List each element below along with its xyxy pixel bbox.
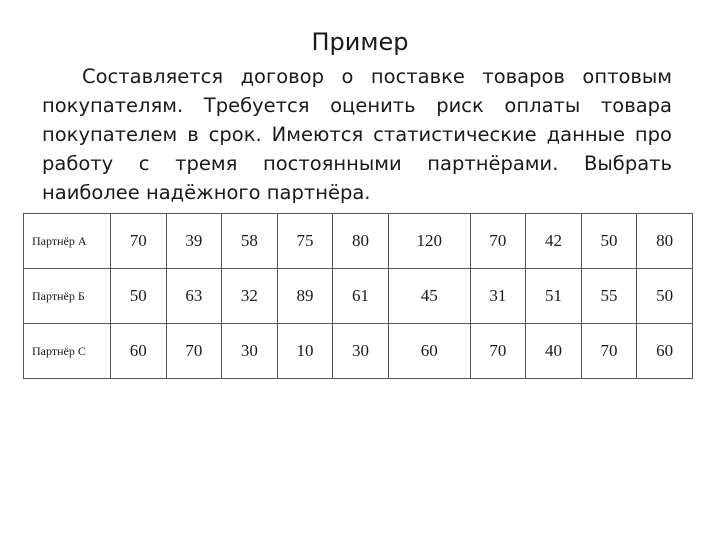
- partners-table: [23, 213, 693, 379]
- table-cell: 60: [637, 324, 693, 379]
- table-cell: 39: [166, 214, 222, 269]
- row-label: Партнёр С: [24, 324, 111, 379]
- table-cell: 120: [388, 214, 470, 269]
- table-cell: 70: [470, 324, 526, 379]
- task-description: Составляется договор о поставке товаров оптовым покупателям. Требуется оценить риск оплаты товара покупателем в срок. Имеются статистические данные про работу с тремя постоянными партнёрами. Выбрать наиболее надёжного партнёра.: [42, 65, 672, 204]
- table-cell: 50: [111, 269, 167, 324]
- table-cell: 80: [333, 214, 389, 269]
- table-cell: 30: [333, 324, 389, 379]
- table-cell: 70: [166, 324, 222, 379]
- table-cell: 61: [333, 269, 389, 324]
- table-cell: 75: [277, 214, 333, 269]
- table-cell: 40: [526, 324, 582, 379]
- table-cell: 70: [111, 214, 167, 269]
- table-cell: 10: [277, 324, 333, 379]
- table-cell: 31: [470, 269, 526, 324]
- table-cell: 60: [388, 324, 470, 379]
- table-cell: 42: [526, 214, 582, 269]
- row-label: Партнёр А: [24, 214, 111, 269]
- table-cell: 70: [470, 214, 526, 269]
- table-cell: 89: [277, 269, 333, 324]
- table-cell: 50: [637, 269, 693, 324]
- table-cell: 32: [222, 269, 278, 324]
- table-cell: 63: [166, 269, 222, 324]
- table-cell: 50: [581, 214, 637, 269]
- table-cell: 55: [581, 269, 637, 324]
- table-cell: 70: [581, 324, 637, 379]
- table-cell: 58: [222, 214, 278, 269]
- slide-title: Пример: [311, 28, 409, 56]
- table-row: [24, 214, 693, 269]
- row-label: Партнёр Б: [24, 269, 111, 324]
- table-cell: 60: [111, 324, 167, 379]
- table-row: [24, 324, 693, 379]
- table-cell: 51: [526, 269, 582, 324]
- table-cell: 30: [222, 324, 278, 379]
- table-cell: 45: [388, 269, 470, 324]
- table-cell: 80: [637, 214, 693, 269]
- table-row: [24, 269, 693, 324]
